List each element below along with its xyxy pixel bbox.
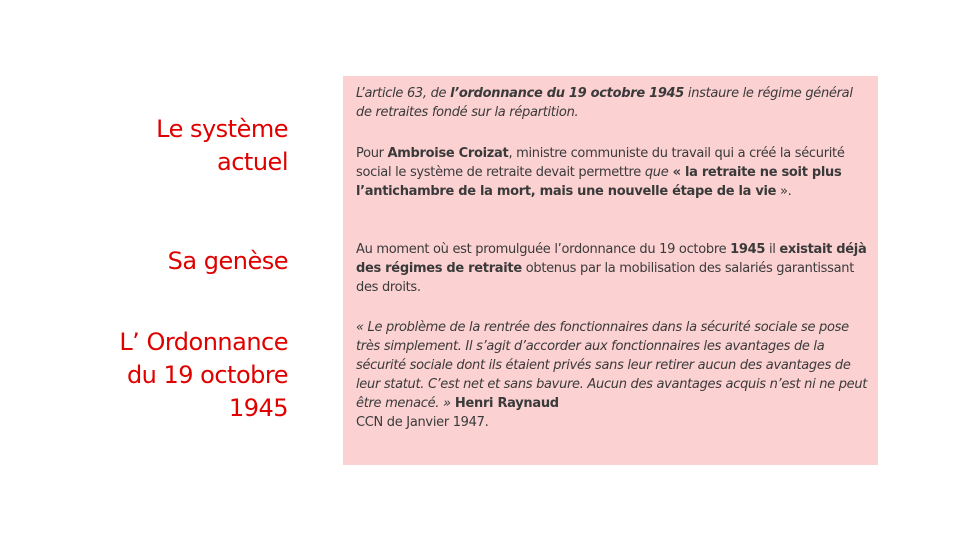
text-span-bold: existait déjà des régimes de retraite [356,242,867,276]
paragraph-quote-henri-raynaud [356,318,871,432]
text-span: instaure le régime général de retraites fondé sur la répartition. [356,86,853,120]
text-span: ». [776,184,792,199]
text-span-bold: « la retraite ne soit plus l’antichambre de la mort, mais une nouvelle étape de la vie [356,165,842,199]
text-span-bold: 1945 [730,242,766,257]
text-span: Au moment où est promulguée l’ordonnance du 19 octobre [356,242,731,257]
text-span: , ministre communiste du travail qui a créé la sécurité social le système de retraite devait permettre [356,146,845,180]
text-span-bold: Ambroise Croizat [387,146,509,161]
paragraph-promulgation [356,240,871,297]
text-span: de [426,86,451,101]
heading-line: Sa genèse [167,247,288,275]
heading-line: 1945 [228,394,288,422]
text-span-italic: que [644,165,669,180]
content-panel [343,76,878,465]
text-span: L’article 63, [356,86,427,101]
heading-sa-genese [40,245,288,278]
heading-ordonnance [40,326,288,425]
paragraph-ambroise-croizat [356,144,871,201]
paragraph-article-63 [356,84,871,122]
heading-line: L’ Ordonnance [119,328,288,356]
text-span: Pour [356,146,388,161]
quote-source: CCN de Janvier 1947. [356,415,489,430]
heading-le-systeme-actuel [40,113,288,179]
heading-line: actuel [217,148,288,176]
text-span: obtenus par la mobilisation des salariés garantissant des droits. [356,261,855,295]
quote-author: Henri Raynaud [450,396,559,411]
text-span-bold: l’ordonnance du 19 octobre 1945 [450,86,685,101]
heading-line: du 19 octobre [126,361,288,389]
text-span: il [765,242,780,257]
quote-text: « Le problème de la rentrée des fonctionnaires dans la sécurité sociale se pose très simplement. Il s’agit d’accorder aux fonctionnaires les avantages de la sécurité sociale dont ils étaient privés sans leur retirer aucun des avantages de leur statut. C’est net et sans bavure. Aucun des avantages acquis n’est ni ne peut être menacé. » [356,320,868,411]
heading-line: Le système [156,115,288,143]
